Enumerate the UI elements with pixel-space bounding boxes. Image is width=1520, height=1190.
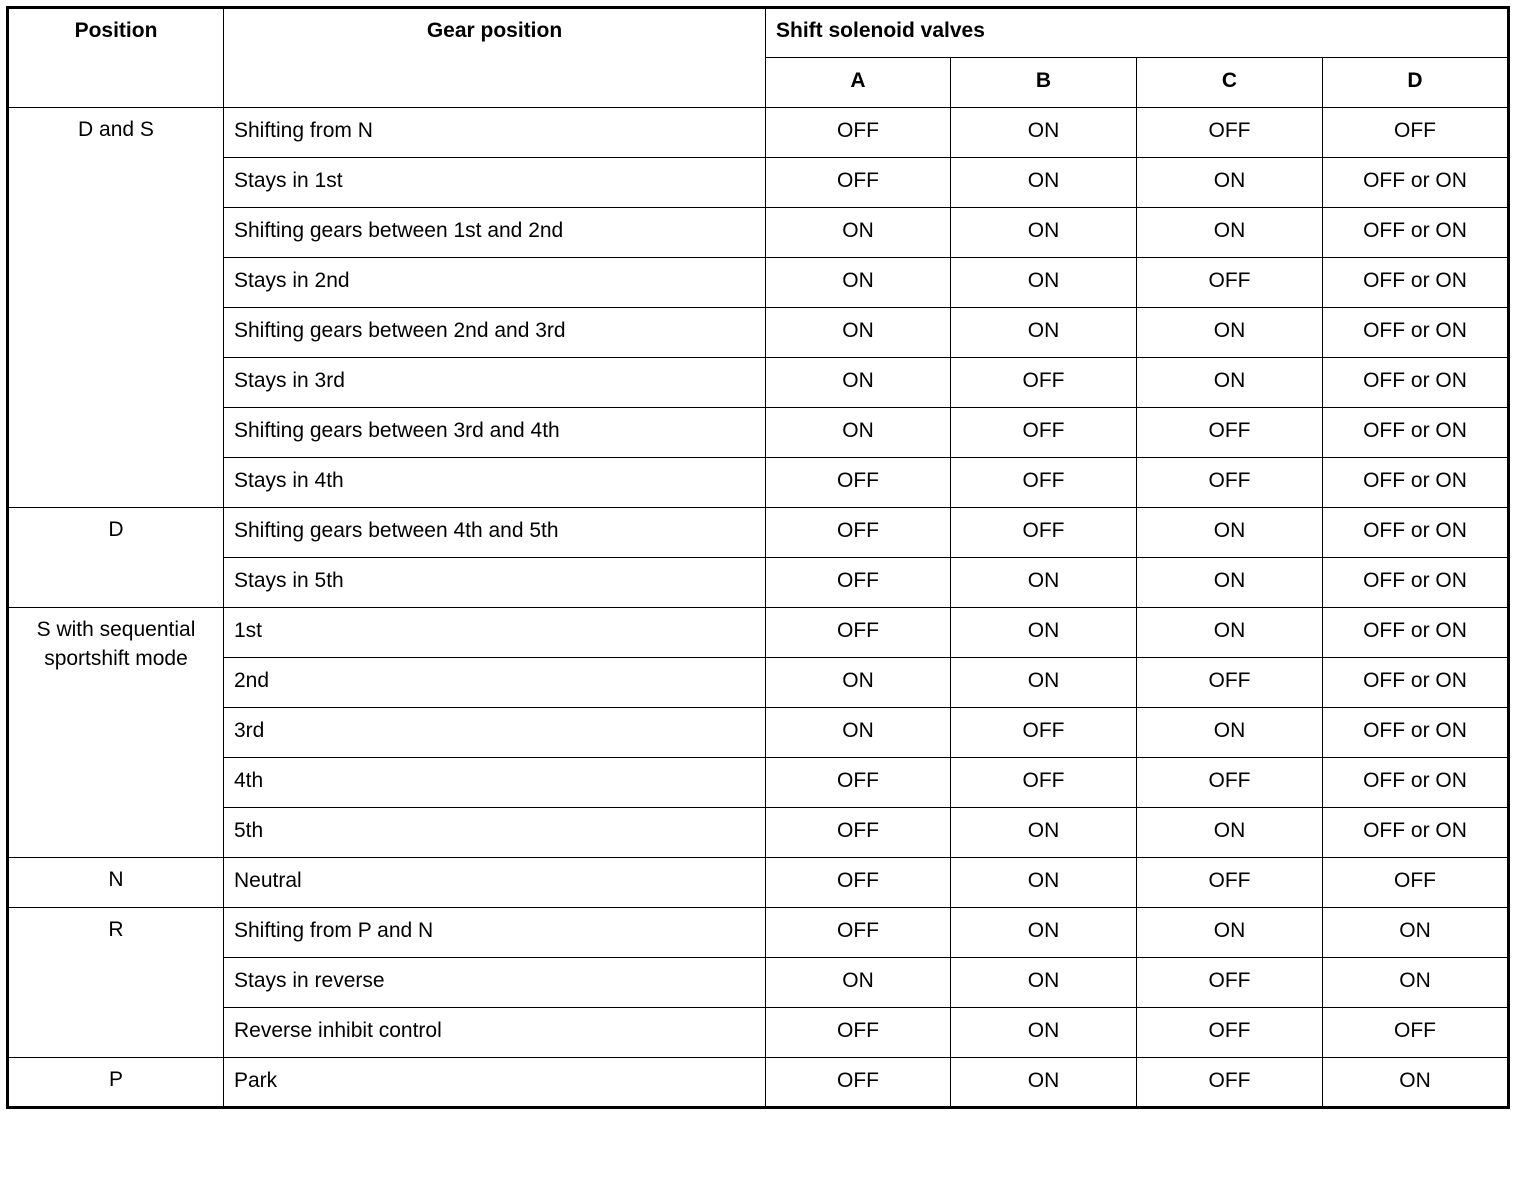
solenoid-table <box>6 6 1510 1109</box>
table-row <box>8 958 1509 1008</box>
position-cell: R <box>8 908 224 1058</box>
table-row <box>8 158 1509 208</box>
table-row <box>8 1058 1509 1108</box>
solenoid-a-cell: ON <box>766 408 951 458</box>
gear-position-cell: Stays in 3rd <box>224 358 766 408</box>
table-row <box>8 808 1509 858</box>
solenoid-a-cell: OFF <box>766 1058 951 1108</box>
solenoid-b-cell: OFF <box>951 708 1137 758</box>
gear-position-cell: Shifting gears between 4th and 5th <box>224 508 766 558</box>
table-row <box>8 558 1509 608</box>
table-row <box>8 908 1509 958</box>
solenoid-c-cell: OFF <box>1137 1058 1323 1108</box>
solenoid-c-cell: ON <box>1137 558 1323 608</box>
solenoid-b-cell: OFF <box>951 408 1137 458</box>
gear-position-cell: Shifting from P and N <box>224 908 766 958</box>
gear-position-cell: 5th <box>224 808 766 858</box>
header-solenoid-a: A <box>766 58 951 108</box>
table-row <box>8 658 1509 708</box>
solenoid-c-cell: ON <box>1137 608 1323 658</box>
solenoid-a-cell: OFF <box>766 808 951 858</box>
solenoid-d-cell: OFF or ON <box>1323 758 1509 808</box>
solenoid-d-cell: OFF or ON <box>1323 608 1509 658</box>
position-cell: D <box>8 508 224 608</box>
solenoid-d-cell: OFF <box>1323 858 1509 908</box>
solenoid-c-cell: ON <box>1137 308 1323 358</box>
solenoid-c-cell: OFF <box>1137 858 1323 908</box>
solenoid-c-cell: OFF <box>1137 758 1323 808</box>
solenoid-d-cell: OFF or ON <box>1323 558 1509 608</box>
gear-position-cell: Stays in reverse <box>224 958 766 1008</box>
position-cell: P <box>8 1058 224 1108</box>
solenoid-c-cell: OFF <box>1137 958 1323 1008</box>
solenoid-d-cell: OFF or ON <box>1323 808 1509 858</box>
table-row <box>8 108 1509 158</box>
table-body <box>8 108 1509 1108</box>
solenoid-d-cell: OFF or ON <box>1323 708 1509 758</box>
solenoid-b-cell: ON <box>951 1008 1137 1058</box>
gear-position-cell: Shifting gears between 1st and 2nd <box>224 208 766 258</box>
gear-position-cell: Neutral <box>224 858 766 908</box>
position-cell: S with sequential sportshift mode <box>8 608 224 858</box>
solenoid-d-cell: OFF or ON <box>1323 508 1509 558</box>
header-solenoid-d: D <box>1323 58 1509 108</box>
solenoid-d-cell: OFF or ON <box>1323 358 1509 408</box>
solenoid-c-cell: ON <box>1137 358 1323 408</box>
table-row <box>8 1008 1509 1058</box>
solenoid-b-cell: OFF <box>951 358 1137 408</box>
table-row <box>8 508 1509 558</box>
solenoid-b-cell: ON <box>951 558 1137 608</box>
solenoid-d-cell: ON <box>1323 1058 1509 1108</box>
solenoid-c-cell: OFF <box>1137 108 1323 158</box>
solenoid-a-cell: OFF <box>766 1008 951 1058</box>
solenoid-d-cell: ON <box>1323 958 1509 1008</box>
solenoid-c-cell: OFF <box>1137 408 1323 458</box>
solenoid-a-cell: ON <box>766 958 951 1008</box>
gear-position-cell: Park <box>224 1058 766 1108</box>
gear-position-cell: Reverse inhibit control <box>224 1008 766 1058</box>
solenoid-d-cell: OFF or ON <box>1323 208 1509 258</box>
solenoid-c-cell: ON <box>1137 808 1323 858</box>
table-row <box>8 608 1509 658</box>
solenoid-d-cell: OFF <box>1323 108 1509 158</box>
solenoid-a-cell: ON <box>766 658 951 708</box>
solenoid-c-cell: ON <box>1137 508 1323 558</box>
solenoid-c-cell: OFF <box>1137 458 1323 508</box>
gear-position-cell: 4th <box>224 758 766 808</box>
solenoid-d-cell: OFF or ON <box>1323 408 1509 458</box>
solenoid-d-cell: ON <box>1323 908 1509 958</box>
solenoid-a-cell: OFF <box>766 758 951 808</box>
gear-position-cell: Stays in 2nd <box>224 258 766 308</box>
solenoid-b-cell: ON <box>951 858 1137 908</box>
solenoid-c-cell: ON <box>1137 708 1323 758</box>
gear-position-cell: Stays in 1st <box>224 158 766 208</box>
table-header <box>8 8 1509 108</box>
table-row <box>8 258 1509 308</box>
solenoid-c-cell: OFF <box>1137 658 1323 708</box>
solenoid-c-cell: ON <box>1137 208 1323 258</box>
solenoid-b-cell: ON <box>951 958 1137 1008</box>
solenoid-a-cell: OFF <box>766 508 951 558</box>
solenoid-b-cell: OFF <box>951 758 1137 808</box>
position-cell: D and S <box>8 108 224 508</box>
solenoid-b-cell: OFF <box>951 508 1137 558</box>
header-solenoid-c: C <box>1137 58 1323 108</box>
solenoid-a-cell: ON <box>766 258 951 308</box>
solenoid-d-cell: OFF or ON <box>1323 658 1509 708</box>
solenoid-a-cell: OFF <box>766 558 951 608</box>
table-row <box>8 358 1509 408</box>
solenoid-d-cell: OFF or ON <box>1323 158 1509 208</box>
header-shift-solenoid-valves: Shift solenoid valves <box>766 8 1509 58</box>
solenoid-b-cell: ON <box>951 258 1137 308</box>
solenoid-a-cell: ON <box>766 708 951 758</box>
solenoid-d-cell: OFF or ON <box>1323 458 1509 508</box>
solenoid-a-cell: ON <box>766 358 951 408</box>
table-row <box>8 208 1509 258</box>
solenoid-b-cell: ON <box>951 208 1137 258</box>
solenoid-a-cell: OFF <box>766 108 951 158</box>
header-row-1 <box>8 8 1509 58</box>
gear-position-cell: Shifting gears between 3rd and 4th <box>224 408 766 458</box>
solenoid-d-cell: OFF or ON <box>1323 258 1509 308</box>
solenoid-b-cell: OFF <box>951 458 1137 508</box>
solenoid-a-cell: OFF <box>766 608 951 658</box>
gear-position-cell: Stays in 4th <box>224 458 766 508</box>
solenoid-a-cell: OFF <box>766 158 951 208</box>
solenoid-a-cell: ON <box>766 308 951 358</box>
position-cell: N <box>8 858 224 908</box>
solenoid-c-cell: OFF <box>1137 1008 1323 1058</box>
gear-position-cell: 3rd <box>224 708 766 758</box>
table-row <box>8 758 1509 808</box>
gear-position-cell: Shifting gears between 2nd and 3rd <box>224 308 766 358</box>
header-position: Position <box>8 8 224 108</box>
solenoid-b-cell: ON <box>951 908 1137 958</box>
gear-position-cell: 1st <box>224 608 766 658</box>
solenoid-c-cell: ON <box>1137 908 1323 958</box>
solenoid-b-cell: ON <box>951 808 1137 858</box>
solenoid-d-cell: OFF <box>1323 1008 1509 1058</box>
solenoid-b-cell: ON <box>951 658 1137 708</box>
solenoid-a-cell: OFF <box>766 458 951 508</box>
solenoid-c-cell: OFF <box>1137 258 1323 308</box>
solenoid-c-cell: ON <box>1137 158 1323 208</box>
header-gear-position: Gear position <box>224 8 766 108</box>
solenoid-b-cell: ON <box>951 158 1137 208</box>
solenoid-d-cell: OFF or ON <box>1323 308 1509 358</box>
gear-position-cell: Shifting from N <box>224 108 766 158</box>
solenoid-b-cell: ON <box>951 608 1137 658</box>
gear-position-cell: Stays in 5th <box>224 558 766 608</box>
solenoid-b-cell: ON <box>951 308 1137 358</box>
solenoid-a-cell: OFF <box>766 908 951 958</box>
table-row <box>8 408 1509 458</box>
table-row <box>8 458 1509 508</box>
table-row <box>8 308 1509 358</box>
table-row <box>8 858 1509 908</box>
table-row <box>8 708 1509 758</box>
solenoid-a-cell: ON <box>766 208 951 258</box>
solenoid-a-cell: OFF <box>766 858 951 908</box>
solenoid-b-cell: ON <box>951 108 1137 158</box>
gear-position-cell: 2nd <box>224 658 766 708</box>
header-solenoid-b: B <box>951 58 1137 108</box>
solenoid-b-cell: ON <box>951 1058 1137 1108</box>
